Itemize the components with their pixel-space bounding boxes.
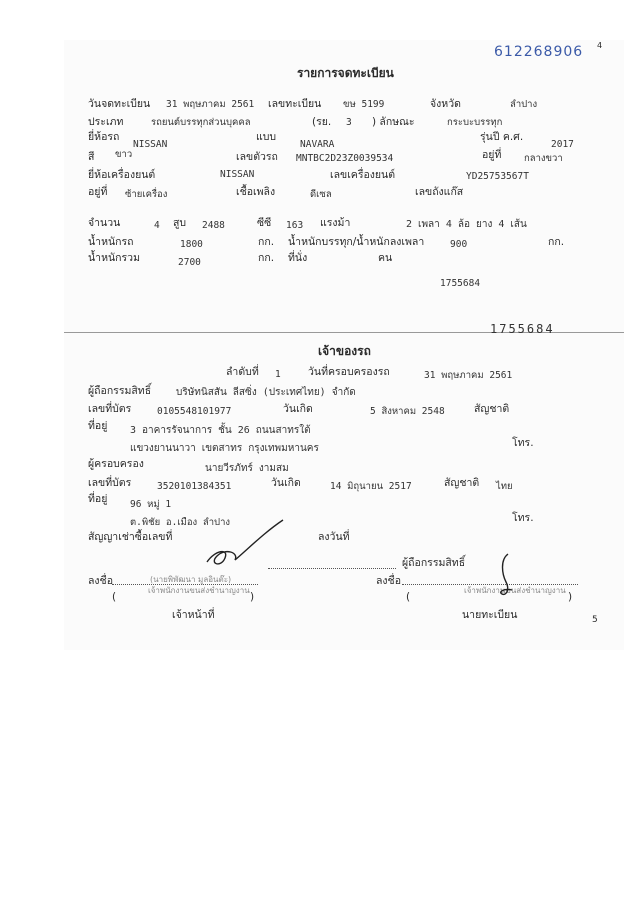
weight-value: 1800 (180, 239, 203, 250)
vin-at-label: อยู่ที่ (482, 149, 502, 161)
vin-value: MNTBC2D23Z0039534 (296, 153, 394, 164)
holder-dob-value: 14 มิถุนายน 2517 (330, 481, 412, 492)
serial-large: 1755684 (490, 322, 555, 336)
right-role-top: ผู้ถือกรรมสิทธิ์ (402, 557, 466, 569)
section-title-registration: รายการจดทะเบียน (297, 66, 394, 80)
owner-address-line1: 3 อาคารรัจนาการ ชั้น 26 ถนนสาทรใต้ (130, 425, 311, 436)
engine-no-value: YD25753567T (466, 171, 529, 182)
weight-unit: กก. (258, 236, 275, 248)
reg-date-label: วันจดทะเบียน (88, 98, 151, 110)
owner-address-label: ที่อยู่ (88, 420, 108, 432)
owner-id-label: เลขที่บัตร (88, 403, 132, 415)
year-label: รุ่นปี ค.ศ. (480, 131, 524, 143)
holder-dob-label: วันเกิด (271, 477, 301, 489)
vin-at-value: กลางขวา (524, 153, 563, 164)
owner-value: บริษัทนิสสัน ลีสซิ่ง (ประเทศไทย) จำกัด (176, 387, 356, 398)
fuel-value: ดีเซล (310, 189, 332, 200)
holder-value: นายวีรภัทร์ งามสม (205, 463, 289, 474)
owner-address-line2: แขวงยานนาวา เขตสาทร กรุงเทพมหานคร (130, 443, 319, 454)
hp-value: 163 (286, 220, 304, 231)
engine-brand-label: ยี่ห้อเครื่องยนต์ (88, 169, 156, 181)
serial-small: 1755684 (440, 278, 481, 289)
possess-date-value: 31 พฤษภาคม 2561 (424, 370, 513, 381)
page-number: 5 (592, 615, 598, 625)
gross-value: 2700 (178, 257, 201, 268)
color-value: ขาว (115, 149, 133, 160)
load-label: น้ำหนักบรรทุก/น้ำหนักลงเพลา (288, 236, 425, 248)
seats-label: ที่นั่ง (288, 252, 308, 264)
model-label: แบบ (256, 131, 277, 143)
gross-unit: กก. (258, 252, 275, 264)
hp-label: แรงม้า (320, 217, 351, 229)
province-value: ลำปาง (510, 99, 538, 110)
plate-value: ขษ 5199 (343, 99, 385, 110)
right-role: นายทะเบียน (462, 609, 518, 621)
vin-label: เลขตัวรถ (236, 151, 278, 163)
ry-label: (รย. (312, 116, 332, 128)
province-label: จังหวัด (430, 98, 461, 110)
holder-nationality-value: ไทย (496, 481, 513, 492)
left-stamp-title: เจ้าพนักงานขนส่งชำนาญงาน (148, 586, 250, 595)
persons-label: คน (378, 252, 393, 264)
left-paren-open: ( (112, 591, 117, 603)
right-paren-open: ( (406, 591, 411, 603)
left-paren-close: ) (250, 591, 255, 603)
cylinder-label: สูบ (173, 217, 187, 229)
handwritten-doc-number: 612268906 (494, 44, 584, 60)
order-label: ลำดับที่ (226, 366, 259, 378)
engine-brand-value: NISSAN (220, 169, 255, 180)
type-label: ประเภท (88, 116, 124, 128)
left-signature-image (195, 512, 295, 572)
axles-value: 2 เพลา 4 ล้อ ยาง 4 เส้น (406, 219, 527, 230)
plate-label: เลขทะเบียน (268, 98, 322, 110)
count-label: จำนวน (88, 217, 121, 229)
right-stamp-title: เจ้าพนักงานขนส่งชำนาญงาน (464, 586, 566, 595)
engine-no-label: เลขเครื่องยนต์ (330, 169, 396, 181)
section-title-owner: เจ้าของรถ (318, 344, 371, 358)
corner-mark: 4 (597, 41, 603, 50)
owner-tel-label: โทร. (512, 437, 534, 449)
engine-at-label: อยู่ที่ (88, 186, 108, 198)
owner-label: ผู้ถือกรรมสิทธิ์ (88, 385, 152, 397)
holder-tel-label: โทร. (512, 512, 534, 524)
holder-address-line2: ต.พิชัย อ.เมือง ลำปาง (130, 517, 231, 528)
cc-value: 2488 (202, 220, 225, 231)
owner-dob-label: วันเกิด (283, 403, 313, 415)
owner-nationality-label: สัญชาติ (474, 403, 510, 415)
feature-value: กระบะบรรทุก (447, 117, 503, 128)
cc-label: ซีซี (257, 217, 272, 229)
holder-address-line1: 96 หมู่ 1 (130, 499, 172, 510)
hire-purchase-date-label: ลงวันที่ (318, 531, 350, 543)
right-paren-close: ) (568, 591, 573, 603)
brand-label: ยี่ห้อรถ (88, 131, 120, 143)
year-value: 2017 (551, 139, 574, 150)
holder-address-label: ที่อยู่ (88, 493, 108, 505)
left-role: เจ้าหน้าที่ (172, 609, 215, 621)
model-value: NAVARA (300, 139, 335, 150)
holder-label: ผู้ครอบครอง (88, 458, 144, 470)
holder-nationality-label: สัญชาติ (444, 477, 480, 489)
fuel-label: เชื้อเพลิง (236, 186, 276, 198)
color-label: สี (88, 151, 95, 163)
gross-label: น้ำหนักรวม (88, 252, 140, 264)
owner-id-value: 0105548101977 (157, 406, 232, 417)
feature-label: ) ลักษณะ (372, 116, 415, 128)
right-sign-label: ลงชื่อ (376, 575, 401, 587)
holder-id-value: 3520101384351 (157, 481, 232, 492)
holder-id-label: เลขที่บัตร (88, 477, 132, 489)
possess-date-label: วันที่ครอบครองรถ (308, 366, 390, 378)
left-sign-label: ลงชื่อ (88, 575, 113, 587)
engine-at-value: ซ้ายเครื่อง (125, 189, 168, 200)
hire-purchase-label: สัญญาเช่าซื้อเลขที่ (88, 531, 173, 543)
reg-date-value: 31 พฤษภาคม 2561 (166, 99, 255, 110)
order-value: 1 (275, 369, 281, 380)
gas-tank-label: เลขถังแก๊ส (415, 186, 464, 198)
brand-value: NISSAN (133, 139, 168, 150)
left-stamp-name: (นายพิพัฒนา มูลอินต๊ะ) (150, 575, 232, 584)
weight-label: น้ำหนักรถ (88, 236, 134, 248)
load-unit: กก. (548, 236, 565, 248)
type-value: รถยนต์บรรทุกส่วนบุคคล (151, 117, 251, 128)
right-signature-image (494, 550, 524, 600)
count-value: 4 (154, 220, 160, 231)
load-value: 900 (450, 239, 468, 250)
ry-value: 3 (346, 117, 352, 128)
owner-dob-value: 5 สิงหาคม 2548 (370, 406, 445, 417)
